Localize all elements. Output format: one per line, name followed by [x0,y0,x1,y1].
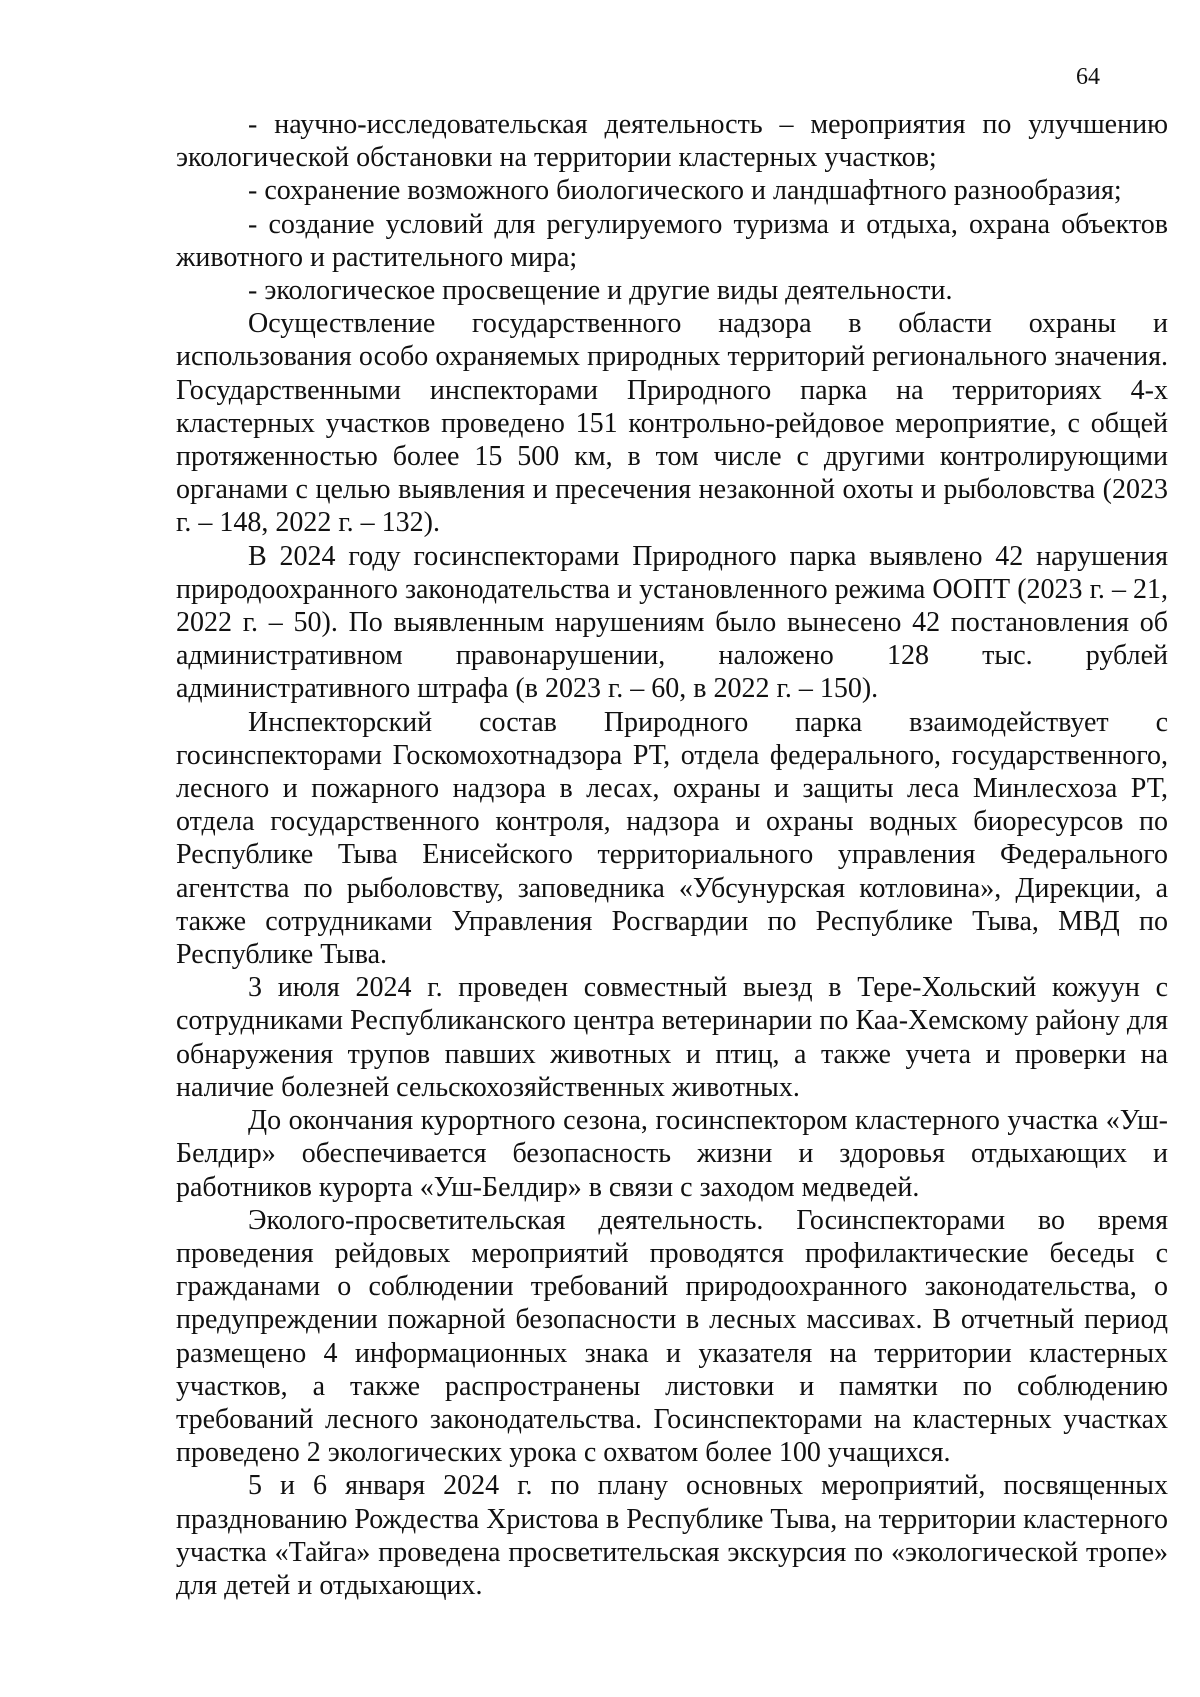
bullet-tourism-conditions: - создание условий для регулируемого туризма и отдыха, охрана объектов животного и растительного мира; [176,208,1168,273]
paragraph-joint-trip-july: 3 июля 2024 г. проведен совместный выезд в Тере-Хольский кожуун с сотрудниками Республиканского центра ветеринарии по Каа-Хемскому району для обнаружения трупов павших животных и птиц, а также учета и проверки на наличие болезней сельскохозяйственных животных. [176,972,1168,1103]
paragraph-resort-season-safety: До окончания курортного сезона, госинспектором кластерного участка «Уш-Белдир» обеспечивается безопасность жизни и здоровья отдыхающих и работников курорта «Уш-Белдир» в связи с заходом медведей. [176,1105,1168,1203]
paragraph-state-supervision: Осуществление государственного надзора в области охраны и использования особо охраняемых природных территорий регионального значения. Государственными инспекторами Природного парка на территориях 4-х кластерных участков проведено 151 контрольно-рейдовое мероприятие, с общей протяженностью более 15 500 км, в том числе с другими контролирующими органами с целью выявления и пресечения незаконной охоты и рыболовства (2023 г. – 148, 2022 г. – 132). [176,308,1168,539]
document-body [176,108,1168,1602]
bullet-biodiversity-preservation: - сохранение возможного биологического и ландшафтного разнообразия; [248,175,1122,207]
page-number: 64 [1076,64,1100,90]
paragraph-eco-education-activity: Эколого-просветительская деятельность. Госинспекторами во время проведения рейдовых мероприятий проводятся профилактические беседы с гражданами о соблюдении требований природоохранного законодательства, о предупреждении пожарной безопасности в лесных массивах. В отчетный период размещено 4 информационных знака и указателя на территории кластерных участков, а также распространены листовки и памятки по соблюдению требований лесного законодательства. Госинспекторами на кластерных участках проведено 2 экологических урока с охватом более 100 учащихся. [176,1204,1168,1469]
bullet-research-activity: - научно-исследовательская деятельность – мероприятия по улучшению экологической обстановки на территории кластерных участков; [176,109,1168,174]
paragraph-inspector-cooperation: Инспекторский состав Природного парка взаимодействует с госинспекторами Госкомохотнадзора РТ, отдела федерального, государственного, лесного и пожарного надзора в лесах, охраны и защиты леса Минлесхоза РТ, отдела государственного контроля, надзора и охраны водных биоресурсов по Республике Тыва Енисейского территориального управления Федерального агентства по рыболовству, заповедника «Убсунурская котловина», Дирекции, а также сотрудниками Управления Росгвардии по Республике Тыва, МВД по Республике Тыва. [176,706,1168,971]
paragraph-christmas-excursion: 5 и 6 января 2024 г. по плану основных мероприятий, посвященных празднованию Рождества Христова в Республике Тыва, на территории кластерного участка «Тайга» проведена просветительская экскурсия по «экологической тропе» для детей и отдыхающих. [176,1470,1168,1601]
paragraph-violations-2024: В 2024 году госинспекторами Природного парка выявлено 42 нарушения природоохранного законодательства и установленного режима ООПТ (2023 г. – 21, 2022 г. – 50). По выявленным нарушениям было вынесено 42 постановления об административном правонарушении, наложено 128 тыс. рублей административного штрафа (в 2023 г. – 60, в 2022 г. – 150). [176,540,1168,705]
bullet-ecological-education: - экологическое просвещение и другие виды деятельности. [248,275,953,307]
